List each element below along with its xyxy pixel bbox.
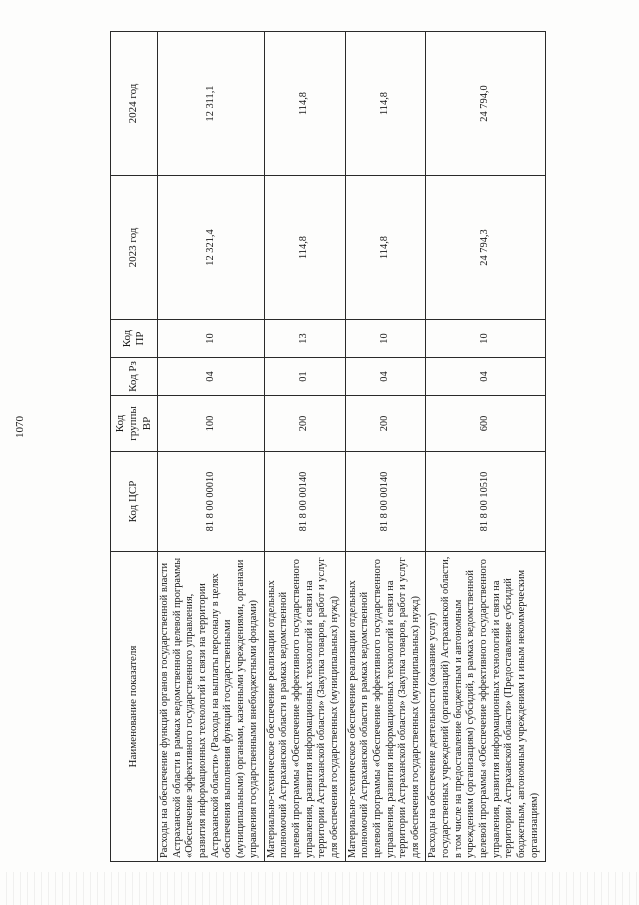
table-row xyxy=(158,32,265,862)
row-pr: 10 xyxy=(158,320,265,358)
row-2023: 12 321,4 xyxy=(158,176,265,320)
row-pr: 10 xyxy=(426,320,546,358)
row-name: Материально-техническое обеспечение реализации отдельных полномочий Астраханской области в рамках ведомственной целевой программы «Обеспечение эффективного государственного управления, развития информационных технологий и связи на территории Астраханской области» (Закупка товаров, работ и услуг для обеспечения государственных (муниципальных) нужд) xyxy=(345,552,426,862)
header-2023: 2023 год xyxy=(111,176,158,320)
header-name: Наименование показателя xyxy=(111,552,158,862)
header-vr: Код группы ВР xyxy=(111,396,158,452)
row-csr: 81 8 00 00010 xyxy=(158,452,265,552)
header-csr: Код ЦСР xyxy=(111,452,158,552)
row-csr: 81 8 00 00140 xyxy=(345,452,426,552)
row-2024: 114,8 xyxy=(264,32,345,176)
table-header-row xyxy=(111,32,158,862)
page-number: 1070 xyxy=(14,416,26,438)
row-pr: 13 xyxy=(264,320,345,358)
header-2024: 2024 год xyxy=(111,32,158,176)
table-row xyxy=(426,32,546,862)
header-rz: Код Рз xyxy=(111,358,158,396)
row-vr: 100 xyxy=(158,396,265,452)
table-row xyxy=(264,32,345,862)
row-2023: 114,8 xyxy=(345,176,426,320)
row-csr: 81 8 00 00140 xyxy=(264,452,345,552)
budget-table xyxy=(110,31,546,862)
row-rz: 04 xyxy=(345,358,426,396)
row-2024: 114,8 xyxy=(345,32,426,176)
scan-noise xyxy=(0,872,639,905)
row-vr: 200 xyxy=(264,396,345,452)
row-rz: 01 xyxy=(264,358,345,396)
row-name: Расходы на обеспечение деятельности (оказание услуг) государственных учреждений (организаций) Астраханской области, в том числе на предоставление бюджетным и автономным учреждениям (организациям) субсидий, в рамках ведомственной целевой программы «Обеспечение эффективного государственного управления, развития информационных технологий и связи на территории Астраханской области» (Предоставление субсидий бюджетным, автономным учреждениям и иным некоммерческим организациям) xyxy=(426,552,546,862)
row-2023: 114,8 xyxy=(264,176,345,320)
table-row xyxy=(345,32,426,862)
row-name: Материально-техническое обеспечение реализации отдельных полномочий Астраханской области в рамках ведомственной целевой программы «Обеспечение эффективного государственного управления, развития информационных технологий и связи на территории Астраханской области» (Закупка товаров, работ и услуг для обеспечения государственных (муниципальных) нужд) xyxy=(264,552,345,862)
row-vr: 600 xyxy=(426,396,546,452)
row-pr: 10 xyxy=(345,320,426,358)
header-pr: Код ПР xyxy=(111,320,158,358)
row-vr: 200 xyxy=(345,396,426,452)
budget-table-rotated xyxy=(110,32,546,862)
row-2023: 24 794,3 xyxy=(426,176,546,320)
row-csr: 81 8 00 10510 xyxy=(426,452,546,552)
row-name: Расходы на обеспечение функций органов государственной власти Астраханской области в рамках ведомственной целевой программы «Обеспечение эффективного государственного управления, развития информационных технологий и связи на территории Астраханской области» (Расходы на выплаты персоналу в целях обеспечения выполнения функций государственными (муниципальными) органами, казенными учреждениями, органами управления государственными внебюджетными фондами) xyxy=(158,552,265,862)
row-rz: 04 xyxy=(426,358,546,396)
row-2024: 12 311,1 xyxy=(158,32,265,176)
row-rz: 04 xyxy=(158,358,265,396)
row-2024: 24 794,0 xyxy=(426,32,546,176)
